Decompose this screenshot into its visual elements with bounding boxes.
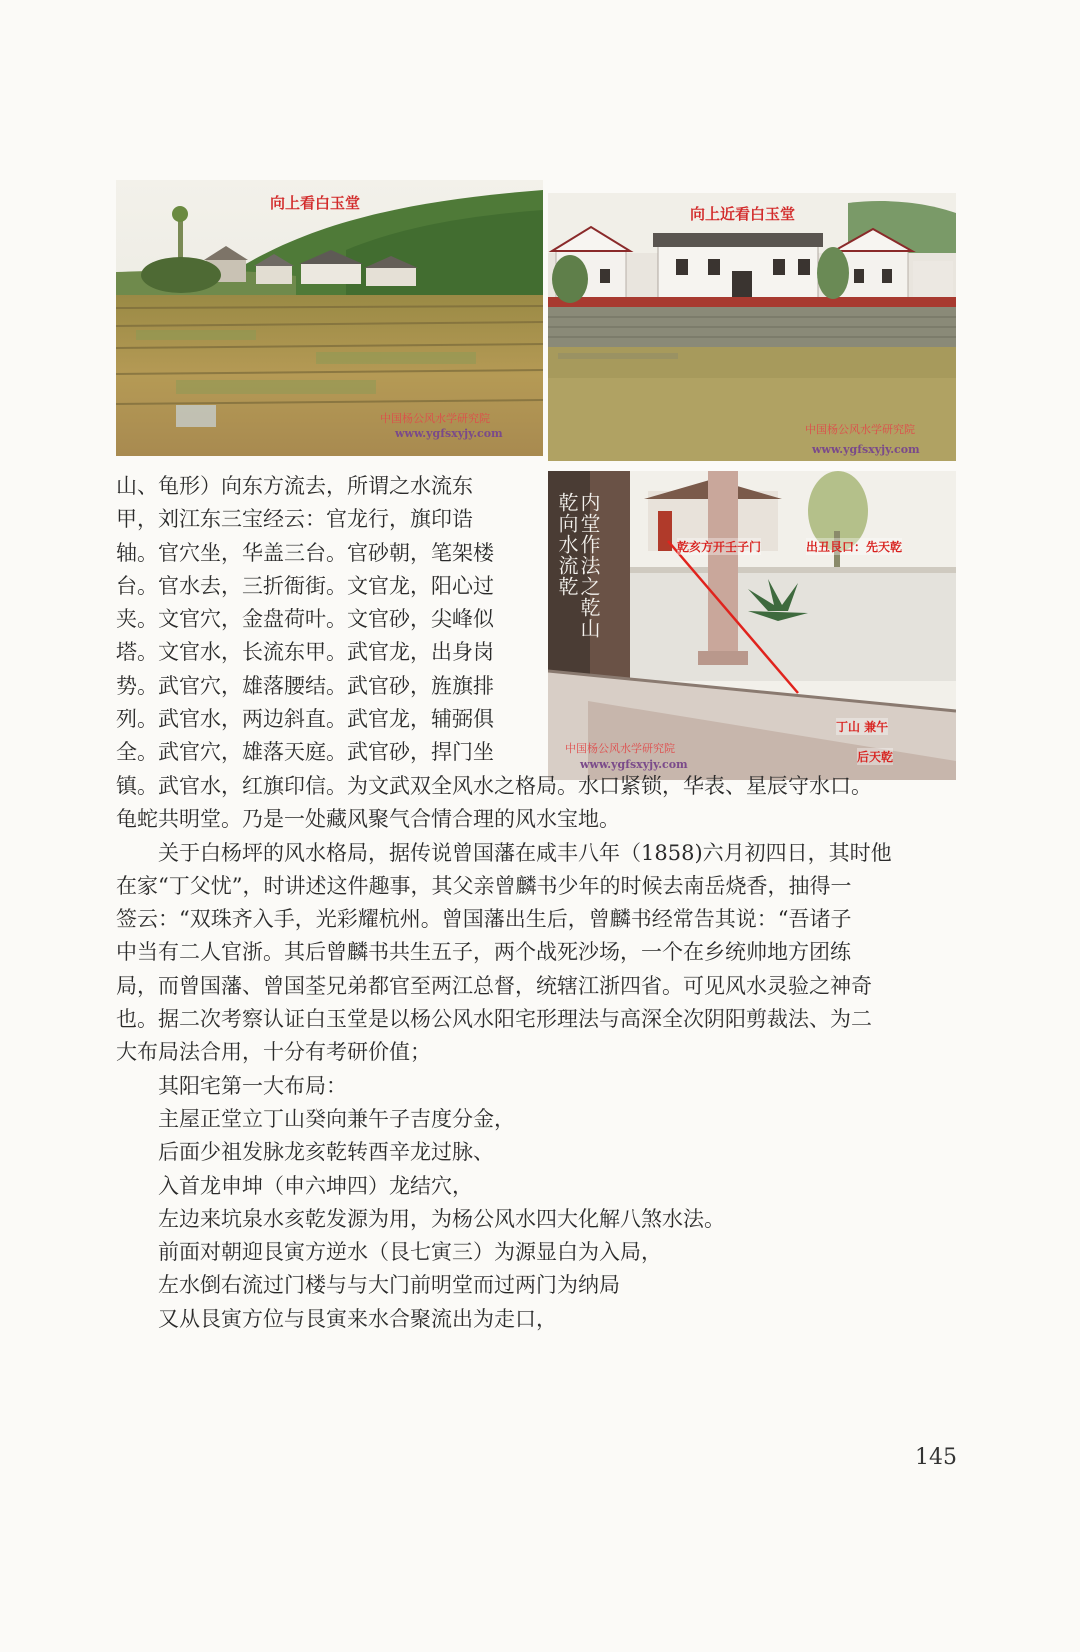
photo-courtyard-doorway [548,471,956,780]
url-bottom: www.ygfsxyjy.com [580,758,688,771]
text-line: 塔。文官水，长流东甲。武官龙，出身岗 [116,640,494,665]
text-line: 甲，刘江东三宝经云：官龙行，旗印诰 [116,507,473,532]
text-line: 龟蛇共明堂。乃是一处藏风聚气合情合理的风水宝地。 [116,807,620,832]
body-text [116,770,956,1336]
text-line: 山、龟形）向东方流去，所谓之水流东 [116,474,473,498]
text-line: 也。据二次考察认证白玉堂是以杨公风水阳宅形理法与高深全次阴阳剪裁法、为二 [116,1007,872,1032]
caption-top-left: 向上看白玉堂 [270,194,361,212]
label-gate: 乾亥方开壬子门 [677,540,762,554]
text-line: 左边来坑泉水亥乾发源为用，为杨公风水四大化解八煞水法。 [116,1206,725,1231]
text-line: 势。武官穴，雄落腰结。武官砂，旌旗排 [116,673,494,698]
label-mountain: 丁山 兼午 [836,720,889,734]
text-line: 台。官水去，三折衙街。文官龙，阳心过 [116,573,494,598]
courtyard-illustration [548,471,956,780]
text-line: 前面对朝迎艮寅方逆水（艮七寅三）为源显白为入局， [116,1240,662,1265]
text-line: 全。武官穴，雄落天庭。武官砂，捍门坐 [116,740,494,765]
text-line: 入首龙申坤（申六坤四）龙结穴， [116,1173,473,1198]
text-line: 后面少祖发脉龙亥乾转酉辛龙过脉、 [116,1140,494,1165]
watermark-top-right: 中国杨公风水学研究院 [805,423,915,436]
label-later-heaven: 后天乾 [857,750,894,764]
caption-top-right: 向上近看白玉堂 [690,205,796,223]
vertical-title: 内堂作法之乾山乾向水流乾 [555,492,601,639]
watermark-bottom: 中国杨公风水学研究院 [565,742,675,755]
url-top-left: www.ygfsxyjy.com [395,427,503,440]
watermark-top-left: 中国杨公风水学研究院 [380,412,490,425]
text-line: 夹。文官穴，金盘荷叶。文官砂，尖峰似 [116,607,494,632]
text-line: 在家“丁父忧”，时讲述这件趣事，其父亲曾麟书少年的时候去南岳烧香，抽得一 [116,873,852,898]
wrapped-text-column [116,470,552,770]
text-line: 主屋正堂立丁山癸向兼午子吉度分金， [116,1106,515,1131]
text-line: 大布局法合用，十分有考研价值； [116,1040,431,1065]
text-line: 又从艮寅方位与艮寅来水合聚流出为走口， [116,1306,557,1331]
url-top-right: www.ygfsxyjy.com [812,443,920,456]
page-number: 145 [915,1445,957,1470]
label-exit: 出丑艮口：先天乾 [806,540,903,554]
text-line: 左水倒右流过门楼与与大门前明堂而过两门为纳局 [116,1273,620,1298]
text-line: 列。武官水，两边斜直。武官龙，辅弼俱 [116,707,494,732]
text-line: 其阳宅第一大布局： [116,1073,347,1098]
text-line: 关于白杨坪的风水格局，据传说曾国藩在咸丰八年（1858)六月初四日，其时他 [116,840,892,865]
text-line: 签云：“双珠齐入手，光彩耀杭州。曾国藩出生后，曾麟书经常告其说：“吾诸子 [116,907,852,932]
text-line: 中当有二人官浙。其后曾麟书共生五子，两个战死沙场，一个在乡统帅地方团练 [116,940,851,965]
text-line: 局，而曾国藩、曾国荃兄弟都官至两江总督，统辖江浙四省。可见风水灵验之神奇 [116,973,872,998]
text-line: 轴。官穴坐，华盖三台。官砂朝，笔架楼 [116,540,494,565]
text-line: 镇。武官水，红旗印信。为文武双全风水之格局。水口紧锁，华表、星辰守水口。 [116,774,872,798]
